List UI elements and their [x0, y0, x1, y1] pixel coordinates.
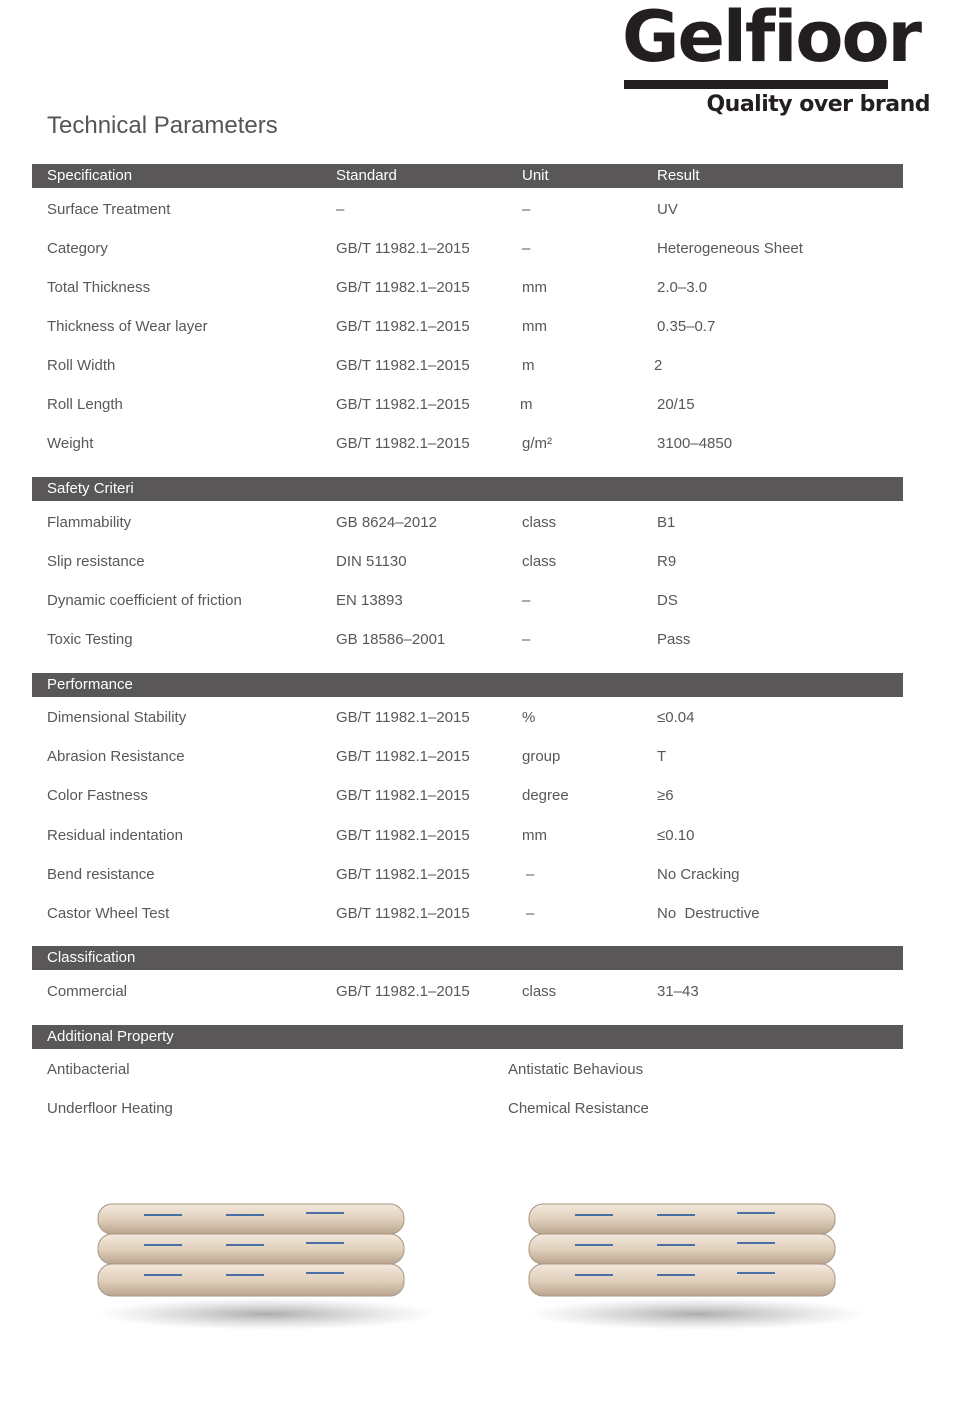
- table-row: [0, 826, 961, 846]
- spec-standard: GB/T 11982.1–2015: [336, 318, 470, 335]
- classification-section-header: [32, 946, 903, 970]
- logo-underline: [624, 80, 888, 89]
- spec-unit: –: [522, 240, 531, 257]
- spec-name: Castor Wheel Test: [47, 905, 170, 922]
- spec-name: Weight: [47, 435, 94, 452]
- table-row: [0, 591, 961, 611]
- spec-unit: group: [522, 748, 561, 765]
- header-specification: Specification: [47, 167, 133, 184]
- spec-name: Commercial: [47, 983, 128, 1000]
- spec-name: Abrasion Resistance: [47, 748, 185, 765]
- spec-standard: GB/T 11982.1–2015: [336, 240, 470, 257]
- spec-name: Roll Length: [47, 396, 123, 413]
- header-standard: Standard: [336, 167, 397, 184]
- spec-result: B1: [657, 514, 676, 531]
- spec-name: Thickness of Wear layer: [47, 318, 208, 335]
- spec-result: ≤0.04: [657, 709, 695, 726]
- spec-result: T: [657, 748, 667, 765]
- table-row: [0, 434, 961, 454]
- spec-result: No Destructive: [657, 905, 760, 922]
- spec-standard: EN 13893: [336, 592, 403, 609]
- spec-unit: %: [522, 709, 536, 726]
- spec-name: Slip resistance: [47, 553, 145, 570]
- performance-section-header: [32, 673, 903, 697]
- list-row: [0, 1099, 961, 1119]
- spec-unit: –: [526, 905, 535, 922]
- spec-result: R9: [657, 553, 677, 570]
- spec-standard: GB/T 11982.1–2015: [336, 866, 470, 883]
- list-item: Underfloor Heating: [47, 1100, 173, 1117]
- spec-result: Heterogeneous Sheet: [657, 240, 803, 257]
- product-rolls-image: [92, 1196, 432, 1336]
- section-title: Performance: [47, 676, 133, 693]
- spec-standard: GB/T 11982.1–2015: [336, 709, 470, 726]
- spec-unit: mm: [522, 279, 547, 296]
- spec-standard: GB/T 11982.1–2015: [336, 787, 470, 804]
- additional-section-header: [32, 1025, 903, 1049]
- list-row: [0, 1060, 961, 1080]
- spec-result: UV: [657, 201, 678, 218]
- spec-result: ≤0.10: [657, 827, 695, 844]
- spec-result: Pass: [657, 631, 691, 648]
- spec-name: Category: [47, 240, 108, 257]
- list-item: Antistatic Behavious: [508, 1061, 644, 1078]
- header-unit: Unit: [522, 167, 549, 184]
- table-row: [0, 982, 961, 1002]
- spec-result: ≥6: [657, 787, 674, 804]
- table-row: [0, 630, 961, 650]
- table-row: [0, 278, 961, 298]
- spec-name: Dimensional Stability: [47, 709, 187, 726]
- spec-result: 20/15: [657, 396, 695, 413]
- spec-result: DS: [657, 592, 678, 609]
- spec-unit: –: [522, 631, 531, 648]
- table-row: [0, 513, 961, 533]
- product-rolls-image: [523, 1196, 863, 1336]
- spec-unit: m: [522, 357, 535, 374]
- spec-standard: DIN 51130: [336, 553, 407, 570]
- spec-result: 2: [654, 357, 663, 374]
- spec-unit: class: [522, 553, 557, 570]
- spec-name: Surface Treatment: [47, 201, 171, 218]
- spec-name: Color Fastness: [47, 787, 148, 804]
- spec-standard: GB/T 11982.1–2015: [336, 983, 470, 1000]
- spec-standard: GB/T 11982.1–2015: [336, 748, 470, 765]
- spec-standard: GB/T 11982.1–2015: [336, 279, 470, 296]
- brand-tagline: Quality over brand: [706, 92, 930, 117]
- spec-unit: class: [522, 983, 557, 1000]
- table-row: [0, 865, 961, 885]
- spec-standard: GB/T 11982.1–2015: [336, 905, 470, 922]
- section-title: Classification: [47, 949, 136, 966]
- spec-name: Dynamic coefficient of friction: [47, 592, 242, 609]
- spec-unit: –: [526, 866, 535, 883]
- header-result: Result: [657, 167, 700, 184]
- table-row: [0, 200, 961, 220]
- spec-result: 0.35–0.7: [657, 318, 716, 335]
- spec-standard: GB/T 11982.1–2015: [336, 396, 470, 413]
- spec-unit: –: [522, 592, 531, 609]
- spec-result: 2.0–3.0: [657, 279, 708, 296]
- table-row: [0, 395, 961, 415]
- spec-unit: –: [522, 201, 531, 218]
- table-row: [0, 317, 961, 337]
- spec-name: Residual indentation: [47, 827, 183, 844]
- safety-section-header: [32, 477, 903, 501]
- spec-result: No Cracking: [657, 866, 740, 883]
- table-row: [0, 747, 961, 767]
- spec-unit: degree: [522, 787, 569, 804]
- spec-name: Roll Width: [47, 357, 116, 374]
- brand-name: Gelfioor: [622, 0, 921, 78]
- list-item: Antibacterial: [47, 1061, 130, 1078]
- spec-result: 31–43: [657, 983, 699, 1000]
- spec-name: Flammability: [47, 514, 132, 531]
- spec-unit: class: [522, 514, 557, 531]
- brand-logo: [620, 0, 940, 128]
- table-row: [0, 904, 961, 924]
- table-row: [0, 708, 961, 728]
- spec-result: 3100–4850: [657, 435, 733, 452]
- spec-table-header: [32, 164, 903, 188]
- spec-standard: GB/T 11982.1–2015: [336, 435, 470, 452]
- section-title: Safety Criteri: [47, 480, 134, 497]
- spec-unit: m: [520, 396, 533, 413]
- list-item: Chemical Resistance: [508, 1100, 649, 1117]
- table-row: [0, 786, 961, 806]
- spec-unit: g/m²: [522, 435, 552, 452]
- spec-standard: –: [336, 201, 345, 218]
- spec-name: Total Thickness: [47, 279, 151, 296]
- table-row: [0, 239, 961, 259]
- spec-standard: GB 8624–2012: [336, 514, 437, 531]
- page-title: Technical Parameters: [47, 112, 278, 139]
- spec-unit: mm: [522, 827, 547, 844]
- table-row: [0, 356, 961, 376]
- spec-standard: GB/T 11982.1–2015: [336, 357, 470, 374]
- spec-standard: GB/T 11982.1–2015: [336, 827, 470, 844]
- spec-unit: mm: [522, 318, 547, 335]
- spec-standard: GB 18586–2001: [336, 631, 446, 648]
- spec-name: Bend resistance: [47, 866, 155, 883]
- table-row: [0, 552, 961, 572]
- section-title: Additional Property: [47, 1028, 174, 1045]
- spec-name: Toxic Testing: [47, 631, 133, 648]
